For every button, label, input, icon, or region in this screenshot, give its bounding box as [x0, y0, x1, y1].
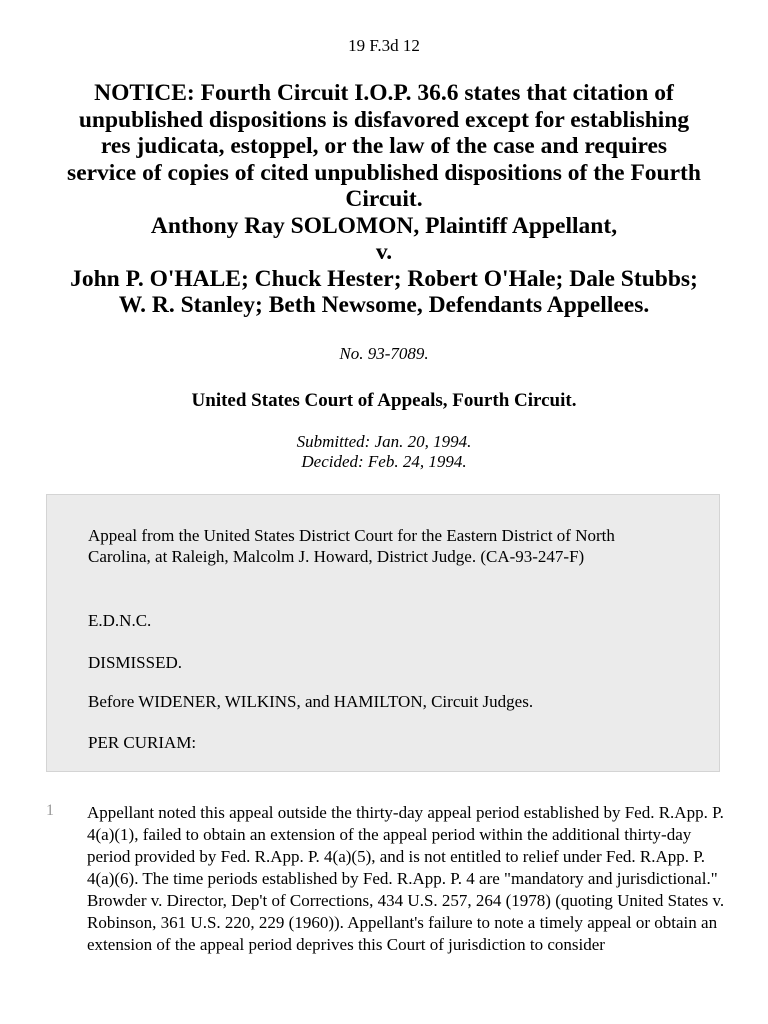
panel-text: Before WIDENER, WILKINS, and HAMILTON, Circuit Judges. — [88, 692, 534, 711]
case-info-box — [46, 494, 720, 772]
reporter-citation: 19 F.3d 12 — [348, 36, 420, 55]
notice-line: res judicata, estoppel, or the law of the case and requires — [100, 133, 668, 159]
decision-dates — [0, 432, 768, 472]
defendants-line: W. R. Stanley; Beth Newsome, Defendants Appellees. — [118, 292, 650, 318]
district-text: E.D.N.C. — [88, 611, 152, 630]
plaintiff-line: Anthony Ray SOLOMON, Plaintiff Appellant, — [150, 212, 618, 239]
paragraph-text: Appellant noted this appeal outside the thirty-day appeal period established by Fed. R.App. P. 4(a)(1), failed to obtain an extension of the appeal period within the additional thirty-day period provided by Fed. R.App. P. 4(a)(5), and is not entitled to relief under Fed. R.App. P. 4(a)(6). The time periods established by Fed. R.App. P. 4 are "mandatory and jurisdictional." Browder v. Director, Dep't of Corrections, 434 U.S. 257, 264 (1978) (quoting United States v. Robinson, 361 U.S. 220, 229 (1960)). Appellant's failure to note a timely appeal or obtain an extension of the appeal period deprives this Court of jurisdiction to consider — [87, 803, 725, 954]
paragraph-number: 1 — [46, 802, 54, 819]
decided-date: Decided: Feb. 24, 1994. — [301, 452, 467, 471]
notice-line: NOTICE: Fourth Circuit I.O.P. 36.6 states that citation of — [94, 80, 674, 106]
versus-line: v. — [375, 239, 393, 265]
disposition-text: DISMISSED. — [88, 653, 182, 672]
submitted-date: Submitted: Jan. 20, 1994. — [296, 432, 472, 451]
docket-number: No. 93-7089. — [339, 344, 429, 363]
defendants-line: John P. O'HALE; Chuck Hester; Robert O'Hale; Dale Stubbs; — [70, 265, 698, 292]
appeal-from-text: Appeal from the United States District Court for the Eastern District of North Carolina, at Raleigh, Malcolm J. Howard, District Judge. (CA-93-247-F) — [88, 526, 615, 566]
notice-line: service of copies of cited unpublished dispositions of the Fourth — [67, 159, 701, 186]
case-caption — [30, 80, 738, 319]
notice-line: Circuit. — [345, 186, 423, 212]
court-name: United States Court of Appeals, Fourth Circuit. — [191, 390, 577, 411]
per-curiam-text: PER CURIAM: — [88, 733, 197, 752]
notice-line: unpublished dispositions is disfavored except for establishing — [78, 106, 690, 133]
